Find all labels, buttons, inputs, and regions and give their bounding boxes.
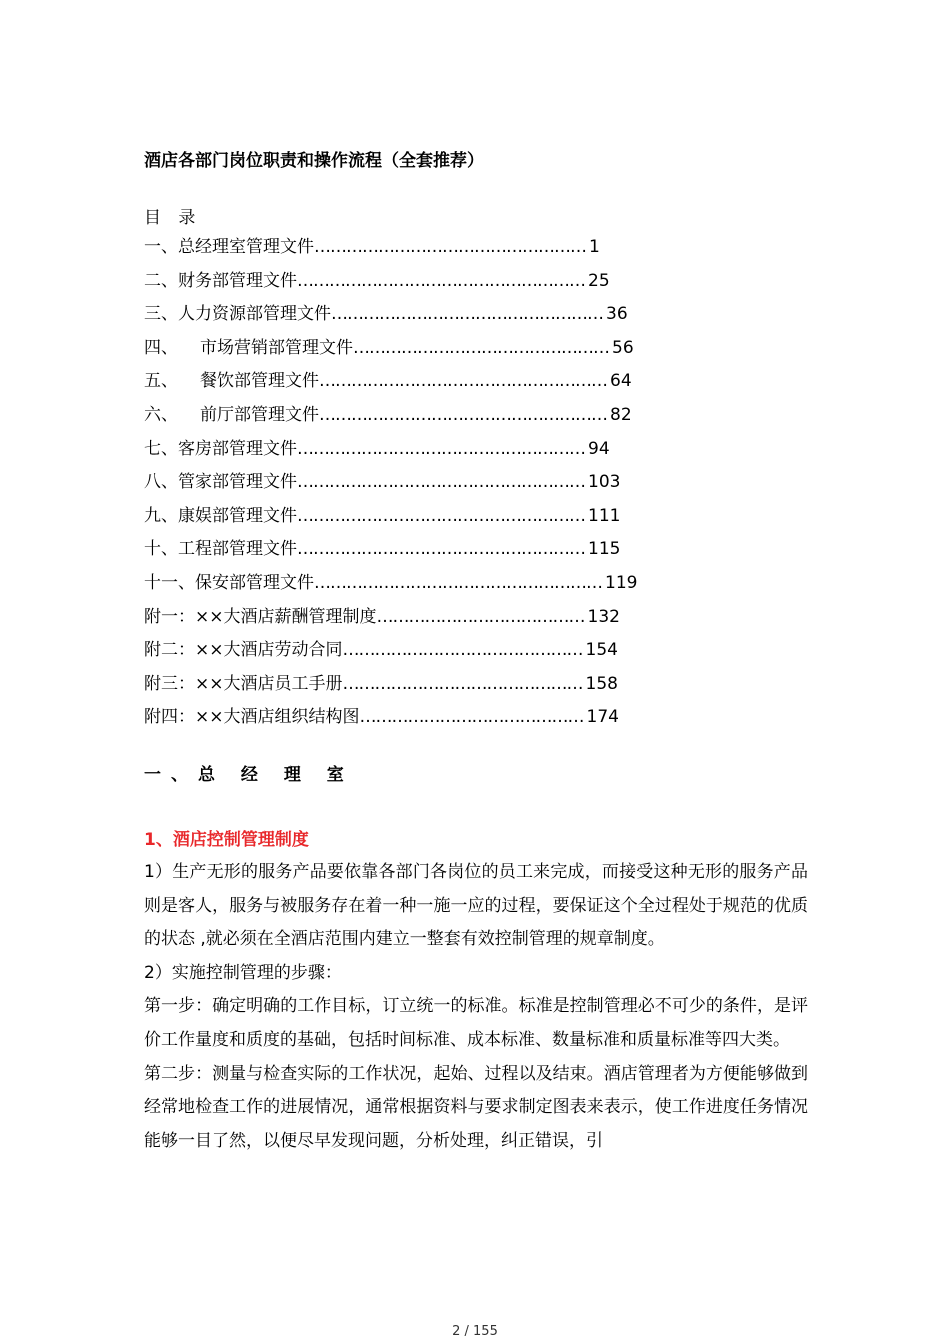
toc-entry-label: 保安部管理文件 (195, 572, 314, 593)
toc-entry-number: 附四： (144, 707, 195, 728)
toc-entry[interactable] (144, 637, 724, 671)
toc-entry-leader: ……………………………………… (342, 673, 583, 694)
toc-entry-page: 64 (610, 371, 632, 392)
toc-entry-leader: ………………………………… (376, 606, 585, 627)
toc-entry[interactable] (144, 335, 724, 369)
toc-entry-page: 25 (588, 270, 610, 291)
toc-entry-leader: …………………………………………… (314, 237, 586, 257)
toc-entry-page: 158 (585, 673, 618, 694)
toc-entry-leader: ……………………………………………… (297, 438, 585, 459)
toc-entry-label: 财务部管理文件 (178, 270, 297, 291)
toc-entry-leader: ……………………………………………… (319, 404, 607, 425)
toc-entry-label: 市场营销部管理文件 (200, 337, 353, 358)
toc-entry-page: 174 (586, 707, 619, 728)
paragraph: 1）生产无形的服务产品要依靠各部门各岗位的员工来完成，而接受这种无形的服务产品则是客人，服务与被服务存在着一种一施一应的过程，要保证这个全过程处于规范的优质的状态 ,就必须在全酒店范围内建立一整套有效控制管理的规章制度。 (144, 862, 808, 950)
toc-entry-leader: ……………………………………………… (319, 371, 607, 392)
toc-entry-label: ××大酒店组织结构图 (195, 707, 360, 728)
toc-entry-page: 103 (588, 472, 621, 493)
paragraph: 2）实施控制管理的步骤： (144, 962, 342, 983)
toc-entry-label: 总经理室管理文件 (178, 237, 314, 257)
toc-entry-page: 94 (588, 438, 610, 459)
toc-entry[interactable] (144, 402, 724, 436)
toc-entry-page: 56 (612, 337, 634, 358)
toc-entry-page: 115 (588, 539, 621, 560)
page-indicator: 2 / 155 (452, 1324, 498, 1339)
toc-entry-page: 1 (589, 237, 600, 257)
toc-entry-label: 客房部管理文件 (178, 438, 297, 459)
toc-entry[interactable] (144, 234, 724, 268)
toc-entry[interactable] (144, 536, 724, 570)
toc-entry-number: 五、 (144, 371, 178, 392)
toc-entry-number: 二、 (144, 270, 178, 291)
toc-entry[interactable] (144, 436, 724, 470)
toc-entry[interactable] (144, 301, 724, 335)
toc-entry-label: 工程部管理文件 (178, 539, 297, 560)
toc-entry-leader: …………………………………………… (331, 304, 603, 325)
section-title: 一、总 经 理 室 (144, 765, 354, 785)
toc-entry-label: ××大酒店劳动合同 (195, 640, 343, 661)
toc-entry-leader: ……………………………………………… (297, 505, 585, 526)
document-title: 酒店各部门岗位职责和操作流程（全套推荐） (144, 151, 484, 171)
toc-entry-label: 前厅部管理文件 (200, 404, 319, 425)
toc-entry-number: 三、 (144, 304, 178, 325)
toc-entry-number: 十一、 (144, 572, 195, 593)
toc-entry[interactable] (144, 368, 724, 402)
toc-entry-gap (178, 402, 200, 436)
toc-entry-page: 36 (606, 304, 628, 325)
toc-entry-label: ××大酒店薪酬管理制度 (195, 606, 377, 627)
toc-entry-leader: ……………………………………………… (297, 472, 585, 493)
toc-entry-leader: ……………………………………………… (297, 270, 585, 291)
toc-entry-page: 119 (605, 572, 638, 593)
toc-entry-number: 六、 (144, 404, 178, 425)
body-text (144, 856, 808, 1158)
toc-entry[interactable] (144, 671, 724, 705)
paragraph: 第二步：测量与检查实际的工作状况，起始、过程以及结束。酒店管理者为方便能够做到经常地检查工作的进展情况，通常根据资料与要求制定图表来表示，使工作进度任务情况能够一目了然，以便尽早发现问题，分析处理，纠正错误，引 (144, 1063, 808, 1151)
toc-entry-leader: ………………………………………… (353, 337, 609, 358)
toc-entry-label: ××大酒店员工手册 (195, 673, 343, 694)
toc-entry-label: 管家部管理文件 (178, 472, 297, 493)
toc-entry-label: 餐饮部管理文件 (200, 371, 319, 392)
toc-entry-number: 七、 (144, 438, 178, 459)
toc-entry-number: 九、 (144, 505, 178, 526)
toc-entry-number: 八、 (144, 472, 178, 493)
toc-entry-page: 111 (588, 505, 621, 526)
toc-entry-page: 154 (585, 640, 618, 661)
toc-entry[interactable] (144, 268, 724, 302)
toc-entry-label: 康娱部管理文件 (178, 505, 297, 526)
toc-entry-number: 附二： (144, 640, 195, 661)
table-of-contents (144, 234, 724, 738)
toc-entry-number: 十、 (144, 539, 178, 560)
toc-entry-page: 132 (587, 606, 620, 627)
toc-entry-gap (178, 368, 200, 402)
toc-entry[interactable] (144, 704, 724, 738)
toc-entry-page: 82 (610, 404, 632, 425)
subsection-title: 1、酒店控制管理制度 (144, 830, 309, 850)
toc-entry[interactable] (144, 570, 724, 604)
toc-entry-number: 一、 (144, 237, 178, 257)
toc-entry-label: 人力资源部管理文件 (178, 304, 331, 325)
toc-entry[interactable] (144, 604, 724, 638)
toc-heading: 目 录 (144, 208, 202, 228)
toc-entry-gap (178, 335, 200, 369)
toc-entry[interactable] (144, 469, 724, 503)
toc-entry-number: 附三： (144, 673, 195, 694)
toc-entry-leader: ……………………………………………… (314, 572, 602, 593)
paragraph: 第一步：确定明确的工作目标，订立统一的标准。标准是控制管理必不可少的条件，是评价工作量度和质度的基础，包括时间标准、成本标准、数量标准和质量标准等四大类。 (144, 996, 808, 1050)
toc-entry-leader: ……………………………………… (342, 640, 583, 661)
toc-entry-number: 四、 (144, 337, 178, 358)
toc-entry-number: 附一： (144, 606, 195, 627)
toc-entry-leader: ……………………………………………… (297, 539, 585, 560)
toc-entry[interactable] (144, 503, 724, 537)
toc-entry-leader: …………………………………… (359, 707, 584, 728)
